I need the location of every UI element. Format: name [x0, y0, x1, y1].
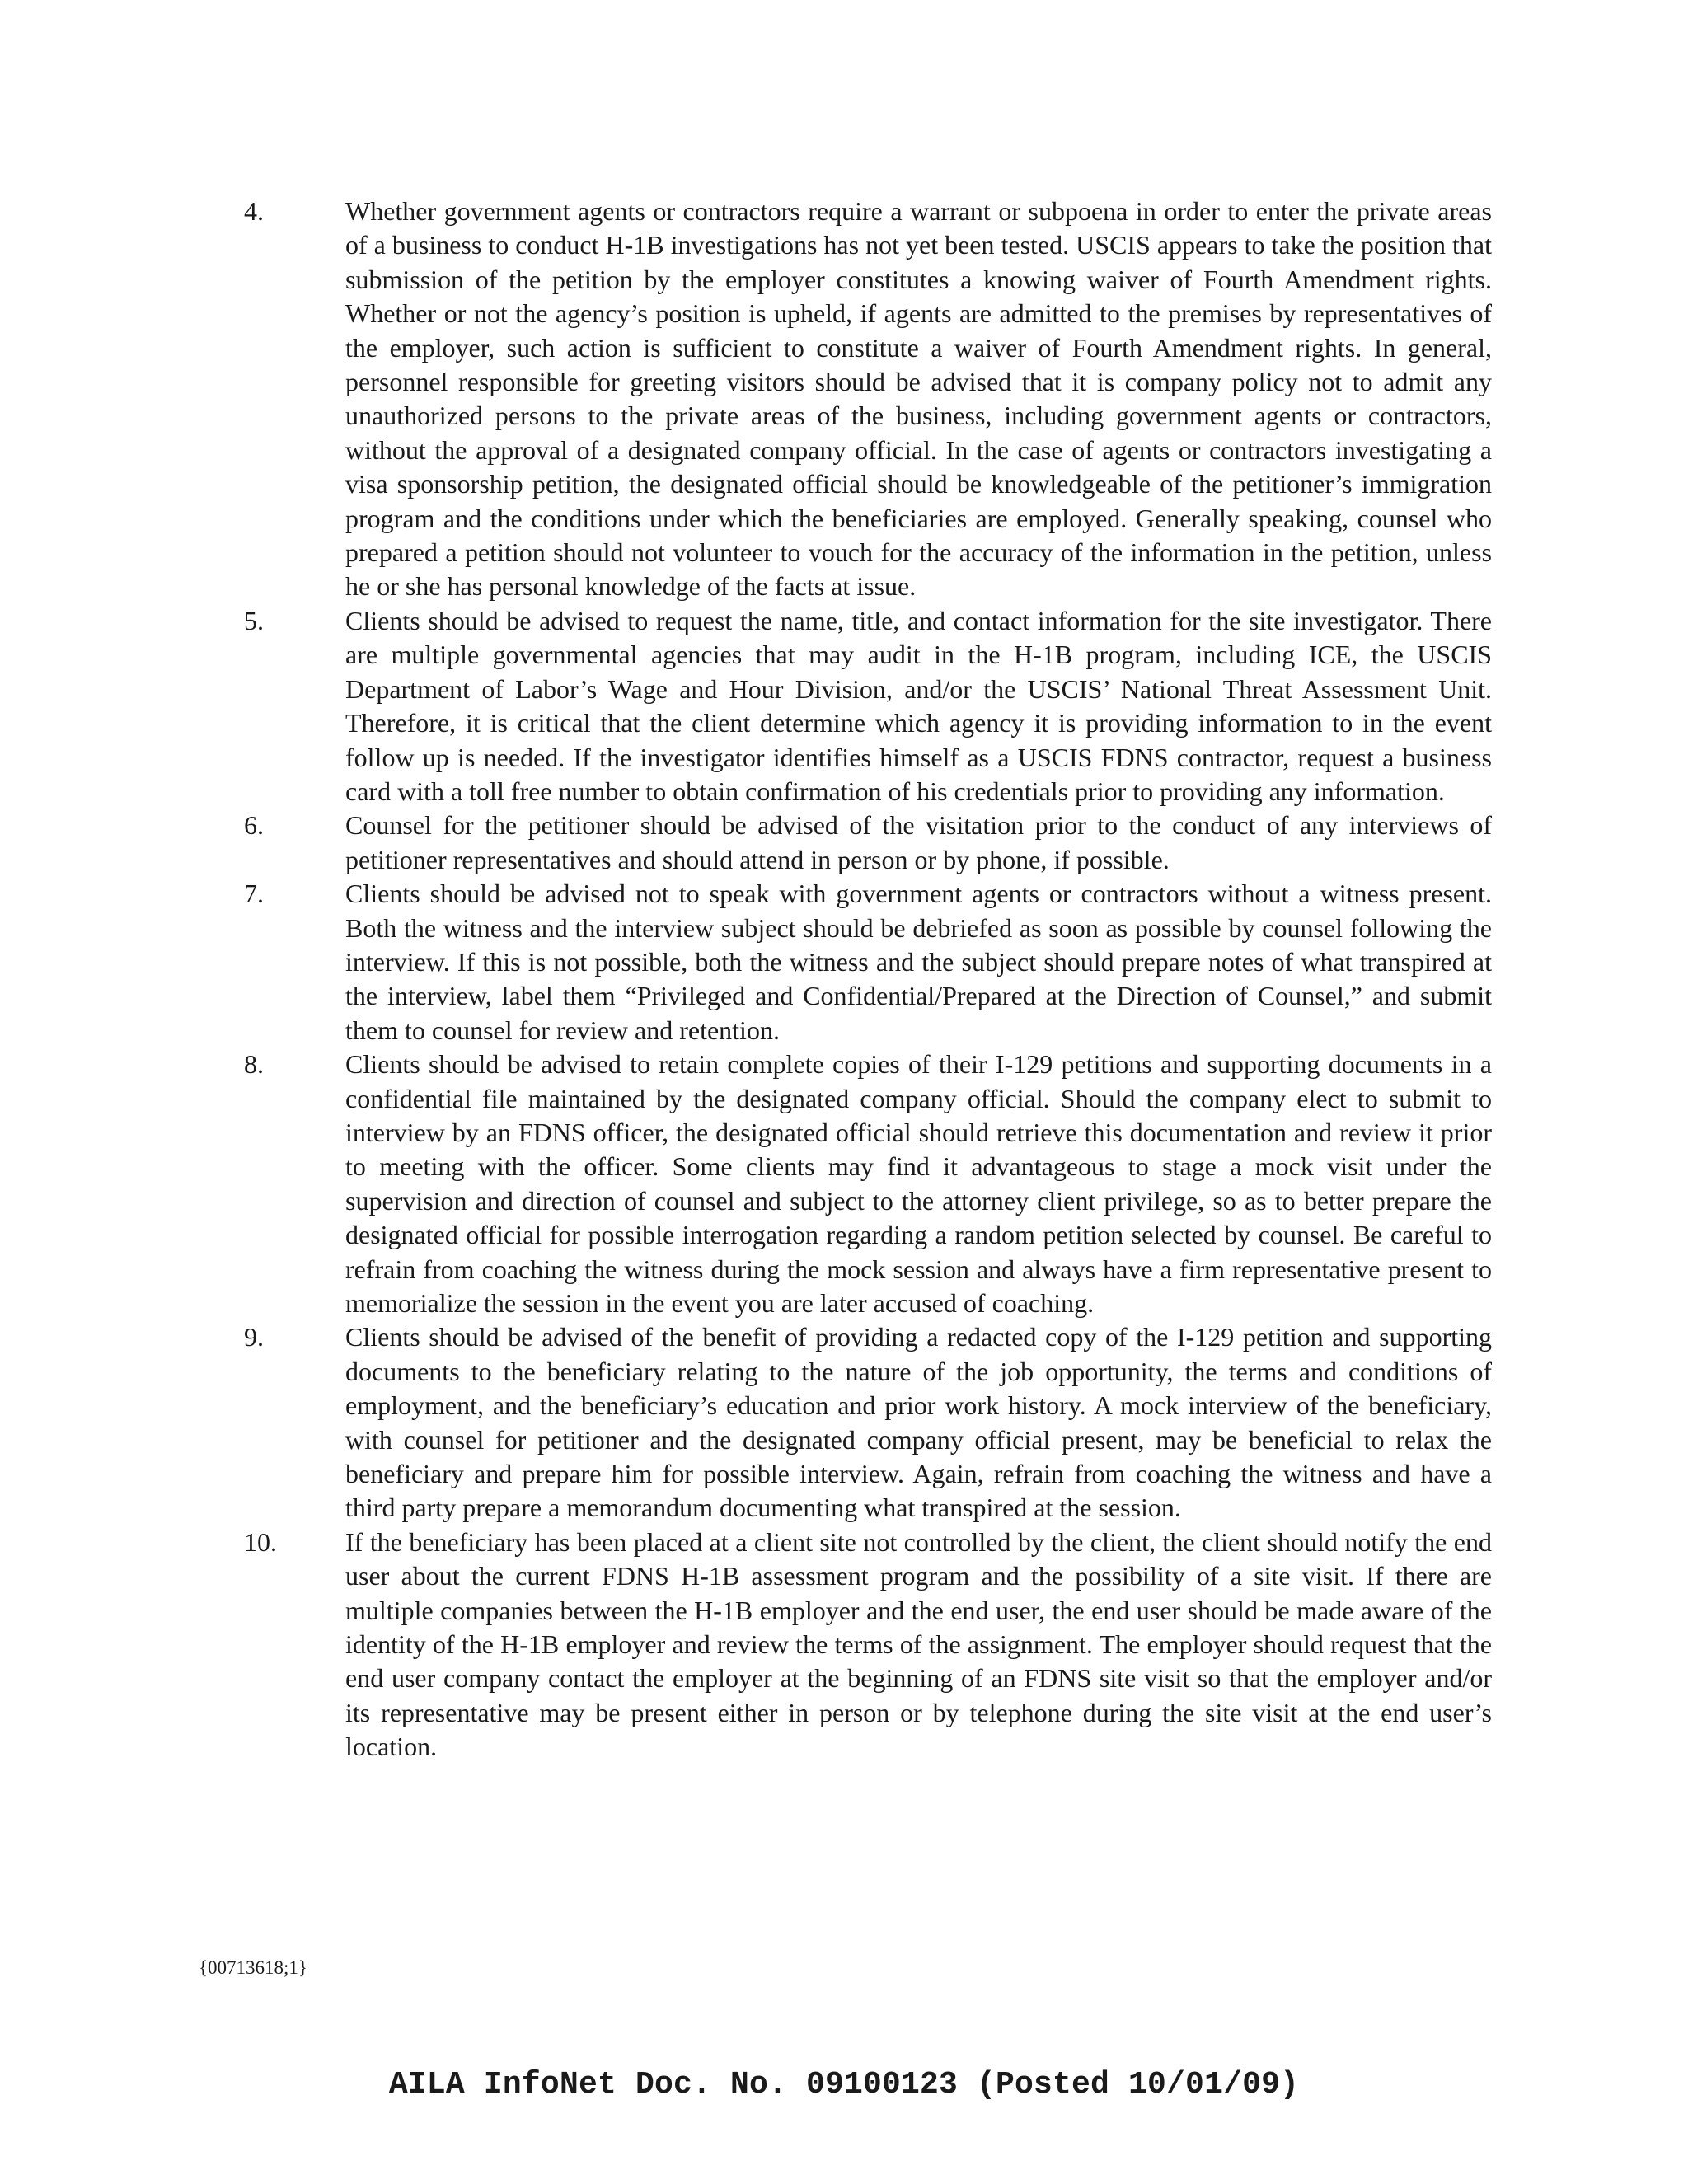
list-item	[244, 877, 1492, 1047]
item-number: 6.	[244, 810, 264, 841]
page-footer: AILA InfoNet Doc. No. 09100123 (Posted 10/01/09)	[388, 2067, 1300, 2102]
item-number: 8.	[244, 1049, 264, 1080]
list-item	[244, 1320, 1492, 1525]
document-id: {00713618;1}	[199, 1957, 307, 1978]
item-number: 7.	[244, 879, 264, 909]
list-item	[244, 1526, 1492, 1765]
item-number: 5.	[244, 605, 264, 635]
item-number: 4.	[244, 196, 264, 226]
item-text: Counsel for the petitioner should be advised of the visitation prior to the conduct of any interviews of petitioner representatives and should attend in person or by phone, if possible.	[345, 810, 1492, 874]
item-number: 10.	[244, 1526, 277, 1557]
item-text: If the beneficiary has been placed at a client site not controlled by the client, the client should notify the end user about the current FDNS H-1B assessment program and the possibility of a site visit. If there are multiple companies between the H-1B employer and the end user, the end user should be made aware of the identity of the H-1B employer and review the terms of the assignment. The employer should request that the end user company contact the employer at the beginning of an FDNS site visit so that the employer and/or its representative may be present either in person or by telephone during the site visit at the end user’s location.	[345, 1526, 1492, 1762]
list-item	[244, 1047, 1492, 1320]
item-text: Clients should be advised to retain complete copies of their I-129 petitions and supporting documents in a confidential file maintained by the designated company official. Should the company elect to submit to interview by an FDNS officer, the designated official should retrieve this documentation and review it prior to meeting with the officer. Some clients may find it advantageous to stage a mock visit under the supervision and direction of counsel and subject to the attorney client privilege, so as to better prepare the designated official for possible interrogation regarding a random petition selected by counsel. Be careful to refrain from coaching the witness during the mock session and always have a firm representative present to memorialize the session in the event you are later accused of coaching.	[345, 1049, 1492, 1318]
numbered-list	[244, 194, 1492, 1765]
list-item	[244, 194, 1492, 604]
list-item	[244, 604, 1492, 808]
item-text: Clients should be advised not to speak with government agents or contractors without a witness present. Both the witness and the interview subject should be debriefed as soon as possible by counsel following the interview. If this is not possible, both the witness and the subject should prepare notes of what transpired at the interview, label them “Privileged and Confidential/Prepared at the Direction of Counsel,” and submit them to counsel for review and retention.	[345, 879, 1492, 1045]
item-text: Clients should be advised to request the name, title, and contact information for the site investigator. There are multiple governmental agencies that may audit in the H-1B program, including ICE, the USCIS Department of Labor’s Wage and Hour Division, and/or the USCIS’ National Threat Assessment Unit. Therefore, it is critical that the client determine which agency it is providing information to in the event follow up is needed. If the investigator identifies himself as a USCIS FDNS contractor, request a business card with a toll free number to obtain confirmation of his credentials prior to providing any information.	[345, 605, 1492, 806]
item-text: Clients should be advised of the benefit of providing a redacted copy of the I-129 petition and supporting documents to the beneficiary relating to the nature of the job opportunity, the terms and conditions of employment, and the beneficiary’s education and prior work history. A mock interview of the beneficiary, with counsel for petitioner and the designated company official present, may be beneficial to relax the beneficiary and prepare him for possible interview. Again, refrain from coaching the witness and have a third party prepare a memorandum documenting what transpired at the session.	[345, 1322, 1492, 1523]
item-number: 9.	[244, 1322, 264, 1352]
item-text: Whether government agents or contractors require a warrant or subpoena in order to enter the private areas of a business to conduct H-1B investigations has not yet been tested. USCIS appears to take the position that submission of the petition by the employer constitutes a knowing waiver of Fourth Amendment rights. Whether or not the agency’s position is upheld, if agents are admitted to the premises by representatives of the employer, such action is sufficient to constitute a waiver of Fourth Amendment rights. In general, personnel responsible for greeting visitors should be advised that it is company policy not to admit any unauthorized persons to the private areas of the business, including government agents or contractors, without the approval of a designated company official. In the case of agents or contractors investigating a visa sponsorship petition, the designated official should be knowledgeable of the petitioner’s immigration program and the conditions under which the beneficiaries are employed. Generally speaking, counsel who prepared a petition should not volunteer to vouch for the accuracy of the information in the petition, unless he or she has personal knowledge of the facts at issue.	[345, 196, 1492, 602]
list-item	[244, 808, 1492, 877]
